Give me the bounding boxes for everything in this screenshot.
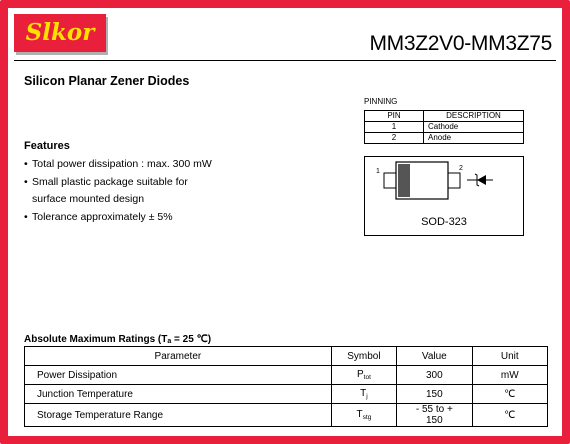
parameter-cell: Power Dissipation: [25, 366, 332, 385]
value-cell: 150: [397, 385, 472, 404]
symbol-column-header: Symbol: [331, 347, 396, 366]
pin-description: Cathode: [424, 122, 524, 133]
part-number-title: MM3Z2V0-MM3Z75: [369, 32, 552, 55]
parameter-cell: Junction Temperature: [25, 385, 332, 404]
package-name: SOD-323: [421, 216, 467, 228]
description-column-header: DESCRIPTION: [424, 111, 524, 122]
table-row: [25, 404, 548, 427]
pin-description: Anode: [424, 133, 524, 144]
pin-number: 2: [365, 133, 424, 144]
pinning-caption: PINNING: [364, 97, 398, 106]
value-cell: - 55 to + 150: [397, 404, 472, 427]
unit-cell: ℃: [472, 404, 547, 427]
unit-column-header: Unit: [472, 347, 547, 366]
pin1-label: 1: [376, 168, 380, 175]
pinning-table: [364, 110, 524, 144]
features-heading: Features: [24, 140, 70, 152]
zener-diode-symbol-icon: [467, 174, 493, 186]
symbol-cell: $T_{stg}$: [331, 404, 396, 427]
unit-cell: mW: [472, 366, 547, 385]
product-title: Silicon Planar Zener Diodes: [24, 74, 190, 88]
ratings-table: [24, 346, 548, 427]
pin-column-header: PIN: [365, 111, 424, 122]
package-diagram: [364, 156, 524, 236]
feature-item: surface mounted design: [32, 193, 145, 206]
table-row: [365, 122, 524, 133]
parameter-column-header: Parameter: [25, 347, 332, 366]
pin2-lead: [448, 173, 460, 188]
brand-logo: [14, 14, 106, 52]
logo-text: Slkor: [25, 19, 95, 46]
feature-item: • Total power dissipation : max. 300 mW: [24, 158, 212, 170]
pinning-header-row: [365, 111, 524, 122]
value-cell: 300: [397, 366, 472, 385]
table-row: [25, 385, 548, 404]
symbol-cell: $T_j$: [331, 385, 396, 404]
ratings-heading: Absolute Maximum Ratings (Ta = 25 ℃): [24, 334, 212, 345]
table-row: [365, 133, 524, 144]
ratings-header-row: [25, 347, 548, 366]
cathode-band: [398, 164, 410, 197]
value-column-header: Value: [397, 347, 472, 366]
pin1-lead: [384, 173, 396, 188]
unit-cell: ℃: [472, 385, 547, 404]
header-divider: [14, 60, 556, 61]
parameter-cell: Storage Temperature Range: [25, 404, 332, 427]
table-row: [25, 366, 548, 385]
pin-number: 1: [365, 122, 424, 133]
features-list: [24, 156, 212, 226]
pin2-label: 2: [459, 165, 463, 172]
feature-item: • Tolerance approximately ± 5%: [24, 210, 173, 223]
feature-item: • Small plastic package suitable for: [24, 175, 188, 188]
symbol-cell: $P_{tot}$: [331, 366, 396, 385]
